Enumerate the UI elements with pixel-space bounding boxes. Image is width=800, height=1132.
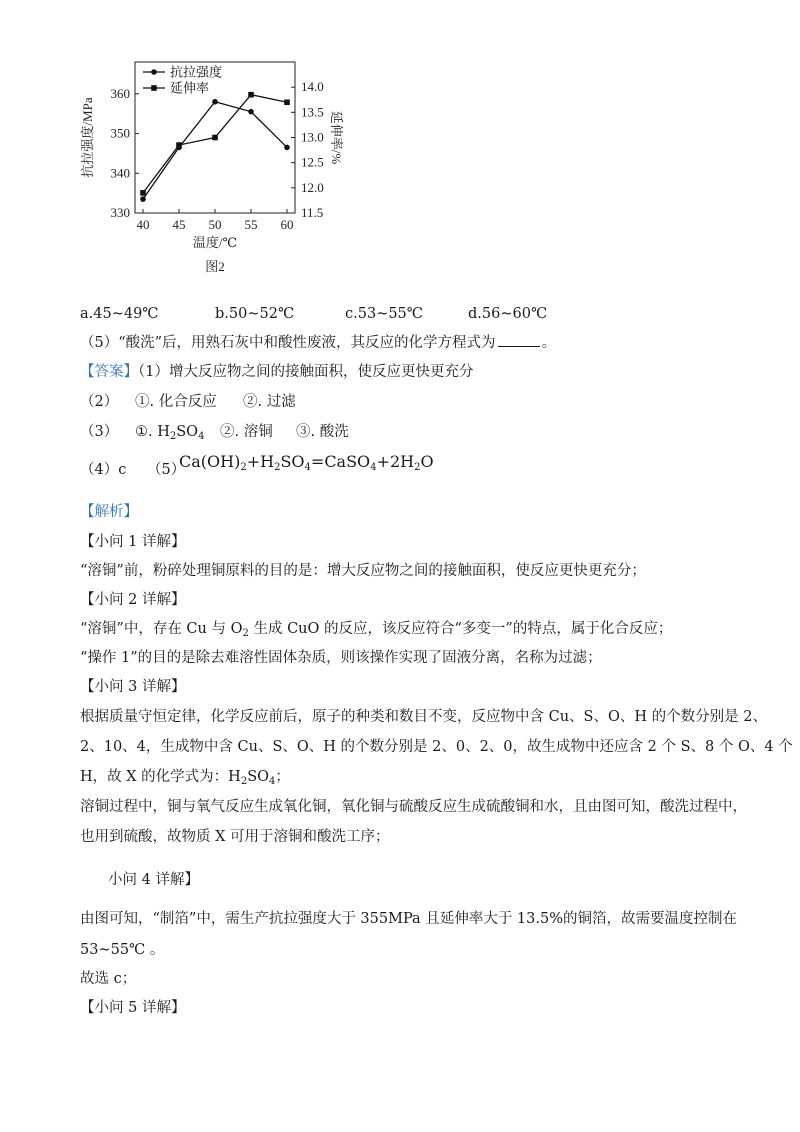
- right-y-tick-label: 11.5: [301, 205, 324, 220]
- series-line-1: [143, 102, 287, 199]
- data-point-square: [212, 135, 218, 141]
- left-y-tick-label: 330: [110, 205, 130, 220]
- analysis-para-4a: 由图可知，“制箔”中，需生产抗拉强度大于 355MPa 且延伸率大于 13.5%的铜箔，故需要温度控制在: [80, 911, 737, 927]
- right-y-tick-label: 13.0: [301, 129, 324, 145]
- answer-5-number: （5）: [147, 462, 186, 478]
- question-5-text: （5）“酸洗”后，用熟石灰中和酸性废液，其反应的化学方程式为: [80, 335, 496, 351]
- para-3c-part-1: H，故 X 的化学式为：H: [80, 769, 241, 785]
- legend-marker-square: [151, 85, 157, 91]
- left-y-tick-label: 340: [110, 165, 130, 181]
- series-line-2: [143, 95, 287, 193]
- eq-part-5: +2H: [376, 452, 415, 471]
- option-c: c.53~55℃: [345, 306, 424, 322]
- option-b: b.50~52℃: [215, 306, 295, 322]
- analysis-para-3e: 也用到硫酸，故物质 X 可用于溶铜和酸洗工序；: [80, 829, 390, 845]
- answer-line-1: [80, 362, 473, 382]
- analysis-para-3d: 溶铜过程中，铜与氧气反应生成氧化铜，氧化铜与硫酸反应生成硫酸铜和水，且由图可知，酸洗过程中，: [80, 799, 747, 815]
- analysis-para-4c: 故选 c；: [80, 971, 137, 987]
- question-5-end: 。: [541, 335, 557, 351]
- analysis-heading-2: 【小问 2 详解】: [80, 592, 186, 608]
- subscript-4: 4: [198, 431, 205, 442]
- para-2a-part-2: 生成 CuO 的反应，该反应符合“多变一”的特点，属于化合反应；: [248, 621, 673, 637]
- analysis-para-2a: [80, 619, 672, 639]
- analysis-para-2b: “操作 1”的目的是除去难溶性固体杂质，则该操作实现了固液分离，名称为过滤；: [80, 650, 602, 666]
- eq-sub-1: 2: [240, 462, 247, 473]
- x-tick-label: 45: [172, 217, 186, 232]
- answer-3-part-3: ③. 酸洗: [296, 424, 349, 440]
- x-tick-label: 40: [136, 217, 150, 232]
- analysis-para-4b: 53~55℃ 。: [80, 942, 165, 958]
- left-y-tick-label: 360: [110, 85, 130, 101]
- data-point-circle: [140, 196, 146, 202]
- right-y-tick-label: 14.0: [301, 79, 324, 95]
- question-5: [80, 332, 556, 353]
- eq-sub-3: 4: [304, 462, 311, 473]
- data-point-circle: [212, 99, 218, 105]
- data-point-square: [140, 190, 146, 196]
- legend-marker-circle: [151, 69, 157, 75]
- answer-3-number: （3）: [80, 424, 119, 440]
- right-y-tick-label: 12.0: [301, 179, 324, 195]
- eq-part-3: SO: [280, 452, 305, 471]
- para-2a-part-1: “溶铜”中，存在 Cu 与 O: [80, 621, 243, 637]
- analysis-para-3a: 根据质量守恒定律，化学反应前后，原子的种类和数目不变，反应物中含 Cu、S、O、H 的个数分别是 2、: [80, 709, 767, 725]
- data-point-square: [284, 99, 290, 105]
- eq-sub-5: 2: [414, 462, 421, 473]
- data-point-circle: [248, 109, 254, 115]
- legend-label-2: 延伸率: [170, 80, 210, 96]
- data-point-circle: [284, 145, 290, 151]
- analysis-para-3c: [80, 767, 290, 787]
- analysis-heading-3: 【小问 3 详解】: [80, 679, 186, 695]
- answer-3-part-1: [135, 422, 204, 442]
- para-3c-part-3: ；: [275, 769, 290, 785]
- analysis-heading-5: 【小问 5 详解】: [80, 1000, 186, 1016]
- legend-label-1: 抗拉强度: [170, 64, 223, 80]
- right-axis-label: 延伸率/%: [329, 110, 344, 165]
- option-d: d.56~60℃: [468, 306, 548, 322]
- data-point-square: [248, 92, 254, 98]
- eq-part-1: Ca(OH): [179, 452, 241, 471]
- analysis-heading-1: 【小问 1 详解】: [80, 534, 186, 550]
- formula-so: SO: [176, 424, 199, 440]
- left-axis-label: 抗拉强度/MPa: [80, 97, 95, 178]
- answer-2-part-2: ②. 过滤: [243, 394, 296, 410]
- chemical-equation: [179, 452, 434, 471]
- eq-part-4: =CaSO: [310, 452, 371, 471]
- analysis-heading-4: 小问 4 详解】: [108, 872, 199, 888]
- analysis-para-1: “溶铜”前，粉碎处理铜原料的目的是：增大反应物之间的接触面积，使反应更快更充分；: [80, 563, 646, 579]
- x-tick-label: 55: [244, 217, 258, 232]
- figure-caption: 图2: [205, 259, 225, 274]
- answer-2-number: （2）: [80, 394, 119, 410]
- answer-tag: 【答案】: [80, 364, 138, 380]
- para-3c-part-2: SO: [247, 769, 270, 785]
- formula-h: ①. H: [135, 424, 170, 440]
- subscript-2: 2: [169, 431, 177, 442]
- x-axis-label: 温度/℃: [192, 235, 238, 250]
- so4-subscript: 4: [269, 776, 276, 787]
- data-point-square: [176, 142, 182, 148]
- x-tick-label: 50: [208, 217, 222, 232]
- answer-1: （1）增大反应物之间的接触面积，使反应更快更充分: [138, 364, 474, 380]
- h2-subscript: 2: [240, 776, 248, 787]
- x-tick-label: 60: [280, 217, 294, 232]
- option-a: a.45~49℃: [80, 306, 159, 322]
- right-y-tick-label: 13.5: [301, 104, 324, 120]
- left-y-tick-label: 350: [110, 125, 130, 141]
- figure-2-chart: [70, 50, 344, 280]
- right-y-tick-label: 12.5: [301, 154, 324, 170]
- eq-part-6: O: [420, 452, 434, 471]
- answer-3-part-2: ②. 溶铜: [220, 424, 273, 440]
- answer-blank: [498, 332, 540, 347]
- o2-subscript: 2: [242, 628, 249, 639]
- answer-line-2: [80, 392, 118, 412]
- eq-sub-4: 4: [370, 462, 377, 473]
- analysis-para-3b: 2、10、4，生成物中含 Cu、S、O、H 的个数分别是 2、0、2、0，故生成物中还应含 2 个 S、8 个 O、4 个: [80, 739, 793, 755]
- answer-4: （4）c: [80, 462, 127, 478]
- eq-part-2: +H: [246, 452, 275, 471]
- analysis-tag: 【解析】: [80, 504, 138, 520]
- answer-2-part-1: ①. 化合反应: [135, 394, 217, 410]
- eq-sub-2: 2: [274, 462, 281, 473]
